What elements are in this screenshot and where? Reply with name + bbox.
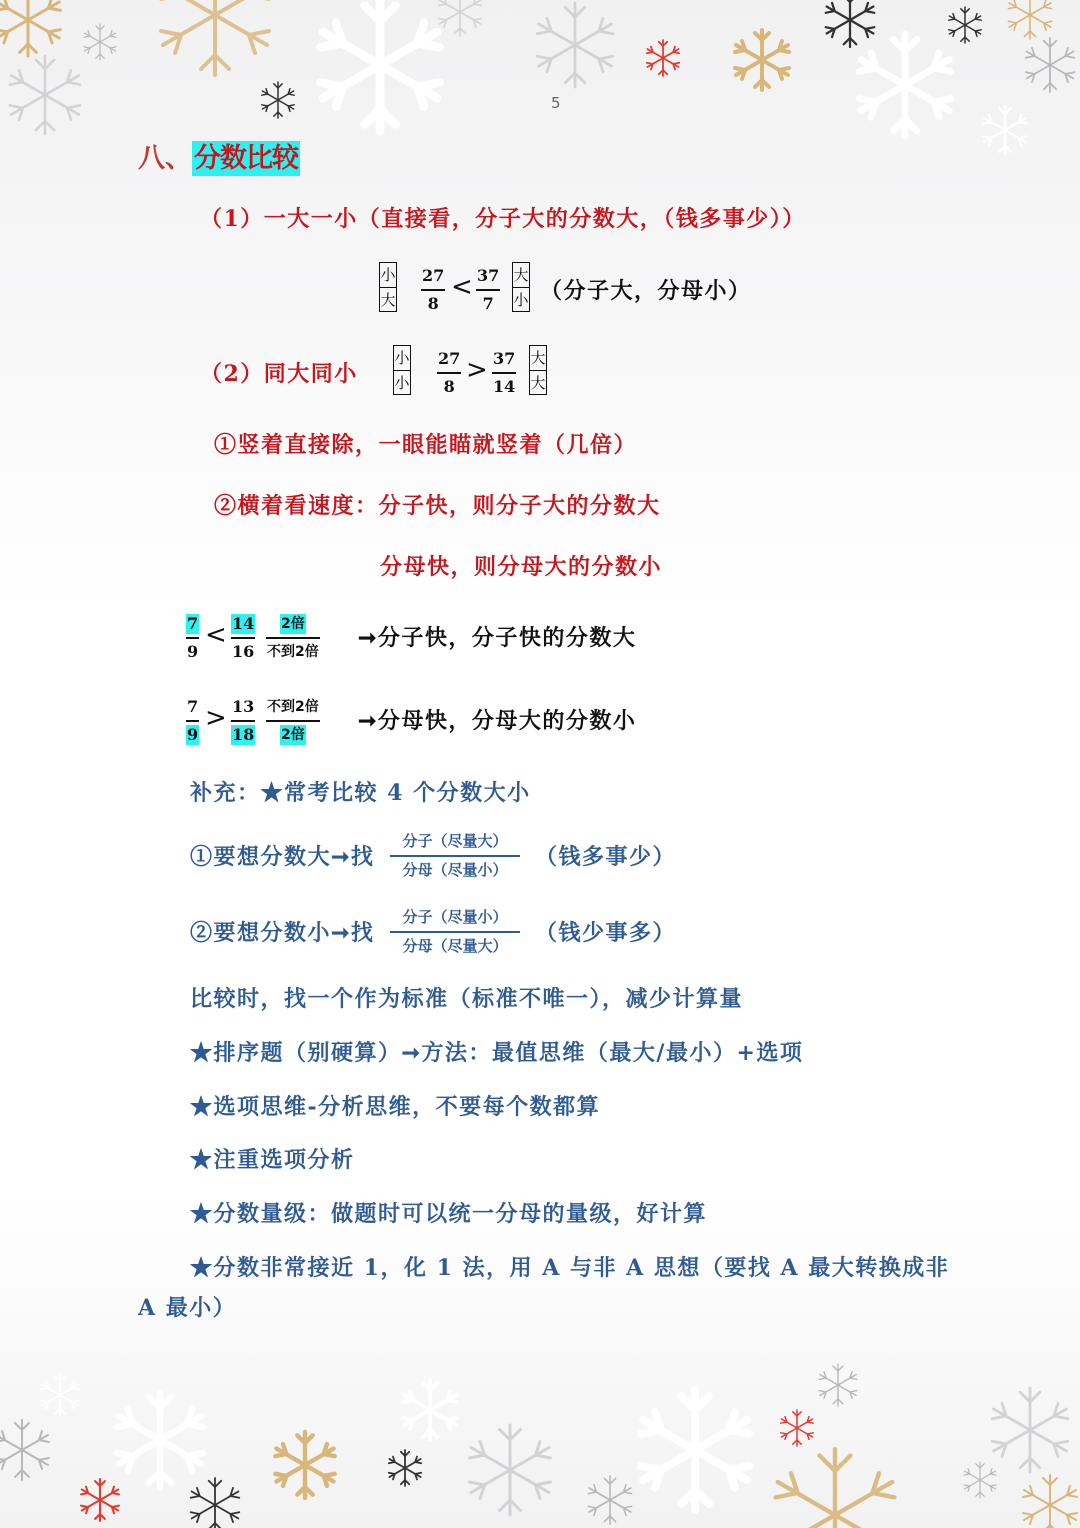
tip-vertical: ①竖着直接除，一眼能瞄就竖着（几倍） [214,432,638,458]
supplement-big-prefix: ①要想分数大➞找 [190,844,375,870]
ex1-sign: < [205,620,227,650]
ex2-sign: > [205,703,227,733]
supplement-line-wrap: A 最小） [138,1295,237,1321]
supplement-big-fraction: 分子（尽量大） 分母（尽量小） [390,830,520,880]
supplement-line: 比较时，找一个作为标准（标准不唯一），减少计算量 [190,986,744,1012]
section-heading [138,136,300,175]
rule1-fraction-2: 37 7 [477,266,500,313]
supplement-small-suffix: （钱少事多） [535,920,677,946]
ex1-ratio: 2倍 不到2倍 [267,616,319,660]
rule1-box-left: 小 大 [379,262,397,312]
rule2-fraction-1: 27 8 [438,349,461,396]
ex1-result: ➞分子快，分子快的分数大 [358,625,637,651]
tip-horizontal-2: 分母快，则分母大的分数小 [380,554,663,580]
supplement-line: ★选项思维-分析思维，不要每个数都算 [190,1094,601,1120]
ex2-result: ➞分母快，分母大的分数小 [358,708,637,734]
page-number: 5 [551,94,561,112]
ex2-fraction-a: 7 9 [187,697,199,744]
tip-horizontal: ②横着看速度：分子快，则分子大的分数大 [214,493,661,519]
supplement-line: ★排序题（别硬算）➞方法：最值思维（最大/最小）+选项 [190,1040,804,1066]
rule1-fraction-1: 27 8 [422,266,445,313]
heading-number: 八、 [138,143,192,174]
rule2-fraction-2: 37 14 [493,349,516,396]
supplement-line: ★注重选项分析 [190,1147,355,1173]
supplement-small-prefix: ②要想分数小➞找 [190,920,375,946]
supplement-line: ★分数非常接近 1，化 1 法，用 A 与非 A 思想（要找 A 最大转换成非 [190,1255,950,1281]
ex1-fraction-b: 14 16 [232,614,255,661]
supplement-line: ★分数量级：做题时可以统一分母的量级，好计算 [190,1201,708,1227]
heading-title: 分数比较 [194,143,298,174]
supplement-big-suffix: （钱多事少） [535,844,677,870]
rule2-box-left: 小 小 [393,345,411,395]
supplement-title: 补充：★常考比较 4 个分数大小 [190,780,531,806]
rule1-note: （分子大，分母小） [540,278,752,304]
ex2-ratio: 不到2倍 2倍 [267,699,319,743]
rule2-sign: > [466,355,488,385]
ex2-fraction-b: 13 18 [232,697,255,744]
rule2-label: （2）同大同小 [200,361,358,387]
rule2-box-right: 大 大 [529,345,547,395]
rule1-label: （1）一大一小（直接看，分子大的分数大，（钱多事少）） [200,206,806,232]
rule1-box-right: 大 小 [512,262,530,312]
ex1-fraction-a: 7 9 [187,614,199,661]
rule1-sign: < [451,272,473,302]
supplement-small-fraction: 分子（尽量小） 分母（尽量大） [390,906,520,956]
